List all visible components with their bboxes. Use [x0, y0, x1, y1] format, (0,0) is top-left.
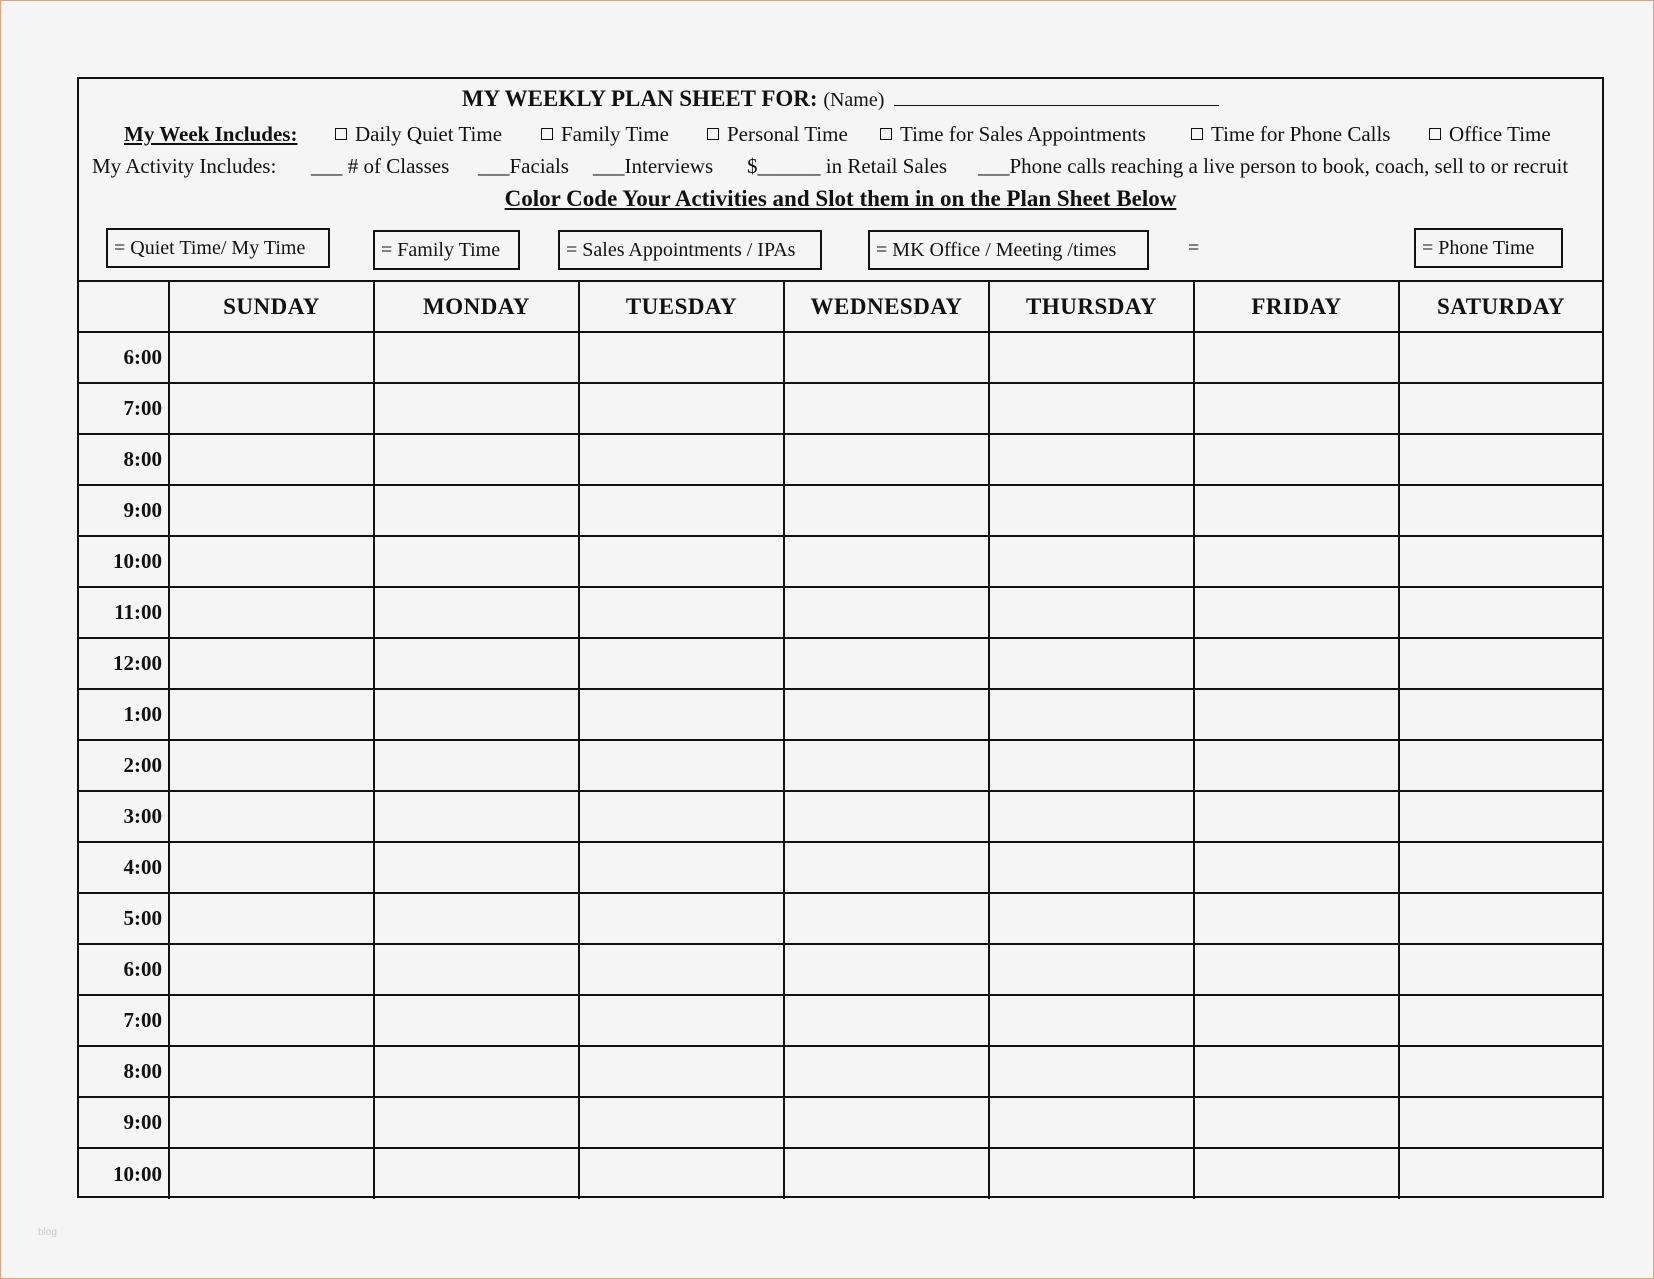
- checkbox-daily-quiet-time[interactable]: [335, 122, 502, 147]
- slot-cell-sunday[interactable]: [169, 485, 374, 536]
- slot-cell-tuesday[interactable]: [579, 944, 784, 995]
- slot-cell-friday[interactable]: [1194, 383, 1399, 434]
- time-label: 1:00: [79, 689, 169, 740]
- time-row: [79, 893, 1602, 944]
- time-label: 8:00: [79, 1046, 169, 1097]
- day-header-saturday: SATURDAY: [1399, 281, 1602, 332]
- checkbox-label: Time for Sales Appointments: [900, 122, 1146, 146]
- slot-cell-thursday[interactable]: [989, 434, 1194, 485]
- checkbox-icon[interactable]: [1429, 128, 1441, 140]
- slot-cell-sunday[interactable]: [169, 587, 374, 638]
- time-label: 11:00: [79, 587, 169, 638]
- slot-cell-sunday[interactable]: [169, 842, 374, 893]
- checkbox-family-time[interactable]: [541, 122, 669, 147]
- slot-cell-wednesday[interactable]: [784, 536, 989, 587]
- slot-cell-friday[interactable]: [1194, 536, 1399, 587]
- time-row: [79, 536, 1602, 587]
- slot-cell-friday[interactable]: [1194, 587, 1399, 638]
- slot-cell-monday[interactable]: [374, 1046, 579, 1097]
- slot-cell-tuesday[interactable]: [579, 689, 784, 740]
- slot-cell-tuesday[interactable]: [579, 434, 784, 485]
- slot-cell-wednesday[interactable]: [784, 791, 989, 842]
- time-label: 10:00: [79, 1148, 169, 1199]
- slot-cell-tuesday[interactable]: [579, 587, 784, 638]
- slot-cell-monday[interactable]: [374, 893, 579, 944]
- time-row: [79, 587, 1602, 638]
- slot-cell-thursday[interactable]: [989, 485, 1194, 536]
- slot-cell-monday[interactable]: [374, 434, 579, 485]
- activity-classes: ___ # of Classes: [311, 154, 450, 178]
- time-label: 4:00: [79, 842, 169, 893]
- slot-cell-wednesday[interactable]: [784, 1148, 989, 1199]
- slot-cell-friday[interactable]: [1194, 638, 1399, 689]
- time-row: [79, 485, 1602, 536]
- legend-blank[interactable]: =: [1188, 237, 1200, 259]
- slot-cell-thursday[interactable]: [989, 1097, 1194, 1148]
- activity-interviews: ___Interviews: [593, 154, 714, 178]
- day-header-tuesday: TUESDAY: [579, 281, 784, 332]
- slot-cell-monday[interactable]: [374, 944, 579, 995]
- time-label: 9:00: [79, 1097, 169, 1148]
- slot-cell-thursday[interactable]: [989, 332, 1194, 383]
- slot-cell-thursday[interactable]: [989, 1148, 1194, 1199]
- slot-cell-wednesday[interactable]: [784, 944, 989, 995]
- slot-cell-saturday[interactable]: [1399, 842, 1602, 893]
- slot-cell-wednesday[interactable]: [784, 893, 989, 944]
- slot-cell-monday[interactable]: [374, 383, 579, 434]
- sheet-header: [79, 79, 1602, 281]
- slot-cell-monday[interactable]: [374, 995, 579, 1046]
- corner-cell: [79, 281, 169, 332]
- watermark: blog: [38, 1227, 57, 1238]
- slot-cell-wednesday[interactable]: [784, 1097, 989, 1148]
- slot-cell-tuesday[interactable]: [579, 638, 784, 689]
- slot-cell-saturday[interactable]: [1399, 893, 1602, 944]
- day-header-friday: FRIDAY: [1194, 281, 1399, 332]
- slot-cell-wednesday[interactable]: [784, 740, 989, 791]
- slot-cell-monday[interactable]: [374, 842, 579, 893]
- slot-cell-friday[interactable]: [1194, 1097, 1399, 1148]
- slot-cell-saturday[interactable]: [1399, 1148, 1602, 1199]
- legend-mk-office[interactable]: = MK Office / Meeting /times: [868, 230, 1149, 270]
- slot-cell-sunday[interactable]: [169, 536, 374, 587]
- slot-cell-saturday[interactable]: [1399, 587, 1602, 638]
- schedule-grid: [79, 280, 1602, 1199]
- checkbox-label: Time for Phone Calls: [1211, 122, 1391, 146]
- time-row: [79, 791, 1602, 842]
- page-title: [79, 86, 1602, 112]
- slot-cell-friday[interactable]: [1194, 689, 1399, 740]
- time-row: [79, 383, 1602, 434]
- slot-cell-saturday[interactable]: [1399, 740, 1602, 791]
- day-header-row: [79, 281, 1602, 332]
- slot-cell-sunday[interactable]: [169, 791, 374, 842]
- checkbox-label: Daily Quiet Time: [355, 122, 503, 146]
- activity-includes-row: [79, 154, 1602, 182]
- slot-cell-sunday[interactable]: [169, 1046, 374, 1097]
- slot-cell-thursday[interactable]: [989, 638, 1194, 689]
- slot-cell-wednesday[interactable]: [784, 842, 989, 893]
- slot-cell-thursday[interactable]: [989, 383, 1194, 434]
- slot-cell-thursday[interactable]: [989, 995, 1194, 1046]
- time-label: 9:00: [79, 485, 169, 536]
- slot-cell-friday[interactable]: [1194, 332, 1399, 383]
- time-row: [79, 842, 1602, 893]
- color-code-title: Color Code Your Activities and Slot them in on the Plan Sheet Below: [504, 186, 1177, 211]
- slot-cell-wednesday[interactable]: [784, 1046, 989, 1097]
- time-row: [79, 689, 1602, 740]
- slot-cell-wednesday[interactable]: [784, 995, 989, 1046]
- slot-cell-friday[interactable]: [1194, 1148, 1399, 1199]
- time-label: 6:00: [79, 332, 169, 383]
- slot-cell-tuesday[interactable]: [579, 1046, 784, 1097]
- legend-sales-appointments[interactable]: = Sales Appointments / IPAs: [558, 230, 822, 270]
- slot-cell-wednesday[interactable]: [784, 332, 989, 383]
- slot-cell-monday[interactable]: [374, 638, 579, 689]
- slot-cell-friday[interactable]: [1194, 893, 1399, 944]
- slot-cell-tuesday[interactable]: [579, 485, 784, 536]
- time-row: [79, 638, 1602, 689]
- slot-cell-friday[interactable]: [1194, 842, 1399, 893]
- slot-cell-saturday[interactable]: [1399, 332, 1602, 383]
- slot-cell-thursday[interactable]: [989, 842, 1194, 893]
- slot-cell-saturday[interactable]: [1399, 689, 1602, 740]
- time-label: 10:00: [79, 536, 169, 587]
- slot-cell-sunday[interactable]: [169, 689, 374, 740]
- slot-cell-tuesday[interactable]: [579, 740, 784, 791]
- day-header-wednesday: WEDNESDAY: [784, 281, 989, 332]
- time-row: [79, 1148, 1602, 1199]
- time-label: 2:00: [79, 740, 169, 791]
- week-includes-row: [79, 122, 1602, 150]
- slot-cell-thursday[interactable]: [989, 791, 1194, 842]
- slot-cell-tuesday[interactable]: [579, 383, 784, 434]
- activity-retail-sales: $______ in Retail Sales: [747, 154, 948, 178]
- time-row: [79, 740, 1602, 791]
- slot-cell-thursday[interactable]: [989, 944, 1194, 995]
- slot-cell-thursday[interactable]: [989, 536, 1194, 587]
- slot-cell-monday[interactable]: [374, 485, 579, 536]
- checkbox-office-time[interactable]: [1429, 122, 1551, 147]
- slot-cell-tuesday[interactable]: [579, 791, 784, 842]
- slot-cell-sunday[interactable]: [169, 893, 374, 944]
- slot-cell-thursday[interactable]: [989, 587, 1194, 638]
- slot-cell-monday[interactable]: [374, 1097, 579, 1148]
- activity-facials: ___Facials: [478, 154, 569, 178]
- slot-cell-tuesday[interactable]: [579, 995, 784, 1046]
- slot-cell-saturday[interactable]: [1399, 1046, 1602, 1097]
- slot-cell-sunday[interactable]: [169, 1097, 374, 1148]
- legend-quiet-time[interactable]: = Quiet Time/ My Time: [106, 228, 330, 268]
- slot-cell-wednesday[interactable]: [784, 485, 989, 536]
- time-row: [79, 944, 1602, 995]
- time-label: 3:00: [79, 791, 169, 842]
- day-header-sunday: SUNDAY: [169, 281, 374, 332]
- slot-cell-wednesday[interactable]: [784, 434, 989, 485]
- slot-cell-monday[interactable]: [374, 740, 579, 791]
- slot-cell-saturday[interactable]: [1399, 944, 1602, 995]
- slot-cell-friday[interactable]: [1194, 791, 1399, 842]
- slot-cell-tuesday[interactable]: [579, 893, 784, 944]
- activity-includes-label: My Activity Includes:: [92, 154, 277, 178]
- time-row: [79, 995, 1602, 1046]
- slot-cell-monday[interactable]: [374, 689, 579, 740]
- activity-phone-calls: ___Phone calls reaching a live person to book, coach, sell to or recruit: [978, 154, 1569, 178]
- legend-family-time[interactable]: = Family Time: [373, 230, 520, 270]
- slot-cell-friday[interactable]: [1194, 434, 1399, 485]
- time-row: [79, 1046, 1602, 1097]
- slot-cell-saturday[interactable]: [1399, 1097, 1602, 1148]
- time-row: [79, 1097, 1602, 1148]
- slot-cell-wednesday[interactable]: [784, 689, 989, 740]
- legend-phone-time[interactable]: = Phone Time: [1414, 228, 1563, 268]
- name-blank-line[interactable]: [894, 104, 1219, 106]
- checkbox-icon[interactable]: [880, 128, 892, 140]
- slot-cell-thursday[interactable]: [989, 893, 1194, 944]
- checkbox-label: Personal Time: [727, 122, 848, 146]
- time-label: 8:00: [79, 434, 169, 485]
- checkbox-icon[interactable]: [541, 128, 553, 140]
- week-includes-label: My Week Includes:: [124, 122, 298, 146]
- slot-cell-saturday[interactable]: [1399, 536, 1602, 587]
- time-row: [79, 434, 1602, 485]
- time-row: [79, 332, 1602, 383]
- slot-cell-saturday[interactable]: [1399, 434, 1602, 485]
- slot-cell-wednesday[interactable]: [784, 638, 989, 689]
- slot-cell-sunday[interactable]: [169, 740, 374, 791]
- slot-cell-saturday[interactable]: [1399, 995, 1602, 1046]
- slot-cell-sunday[interactable]: [169, 332, 374, 383]
- checkbox-icon[interactable]: [707, 128, 719, 140]
- slot-cell-monday[interactable]: [374, 587, 579, 638]
- slot-cell-sunday[interactable]: [169, 944, 374, 995]
- name-label: (Name): [823, 89, 885, 111]
- slot-cell-saturday[interactable]: [1399, 638, 1602, 689]
- time-label: 12:00: [79, 638, 169, 689]
- slot-cell-friday[interactable]: [1194, 995, 1399, 1046]
- slot-cell-tuesday[interactable]: [579, 332, 784, 383]
- slot-cell-tuesday[interactable]: [579, 1097, 784, 1148]
- slot-cell-sunday[interactable]: [169, 1148, 374, 1199]
- time-label: 6:00: [79, 944, 169, 995]
- slot-cell-sunday[interactable]: [169, 383, 374, 434]
- slot-cell-sunday[interactable]: [169, 638, 374, 689]
- time-label: 7:00: [79, 995, 169, 1046]
- slot-cell-thursday[interactable]: [989, 740, 1194, 791]
- slot-cell-friday[interactable]: [1194, 485, 1399, 536]
- slot-cell-tuesday[interactable]: [579, 536, 784, 587]
- time-label: 5:00: [79, 893, 169, 944]
- checkbox-sales-appointments[interactable]: [880, 122, 1146, 147]
- slot-cell-monday[interactable]: [374, 1148, 579, 1199]
- slot-cell-sunday[interactable]: [169, 995, 374, 1046]
- slot-cell-saturday[interactable]: [1399, 485, 1602, 536]
- time-label: 7:00: [79, 383, 169, 434]
- slot-cell-tuesday[interactable]: [579, 1148, 784, 1199]
- slot-cell-monday[interactable]: [374, 536, 579, 587]
- slot-cell-saturday[interactable]: [1399, 383, 1602, 434]
- checkbox-personal-time[interactable]: [707, 122, 848, 147]
- slot-cell-tuesday[interactable]: [579, 842, 784, 893]
- slot-cell-friday[interactable]: [1194, 1046, 1399, 1097]
- checkbox-icon[interactable]: [1191, 128, 1203, 140]
- slot-cell-thursday[interactable]: [989, 1046, 1194, 1097]
- slot-cell-wednesday[interactable]: [784, 587, 989, 638]
- slot-cell-friday[interactable]: [1194, 944, 1399, 995]
- checkbox-icon[interactable]: [335, 128, 347, 140]
- day-header-monday: MONDAY: [374, 281, 579, 332]
- checkbox-label: Family Time: [561, 122, 669, 146]
- slot-cell-wednesday[interactable]: [784, 383, 989, 434]
- slot-cell-friday[interactable]: [1194, 740, 1399, 791]
- checkbox-phone-calls[interactable]: [1191, 122, 1390, 147]
- slot-cell-thursday[interactable]: [989, 689, 1194, 740]
- day-header-thursday: THURSDAY: [989, 281, 1194, 332]
- slot-cell-sunday[interactable]: [169, 434, 374, 485]
- title-text: MY WEEKLY PLAN SHEET FOR:: [461, 86, 818, 111]
- checkbox-label: Office Time: [1449, 122, 1551, 146]
- slot-cell-monday[interactable]: [374, 791, 579, 842]
- weekly-plan-sheet: [77, 77, 1604, 1198]
- slot-cell-saturday[interactable]: [1399, 791, 1602, 842]
- slot-cell-monday[interactable]: [374, 332, 579, 383]
